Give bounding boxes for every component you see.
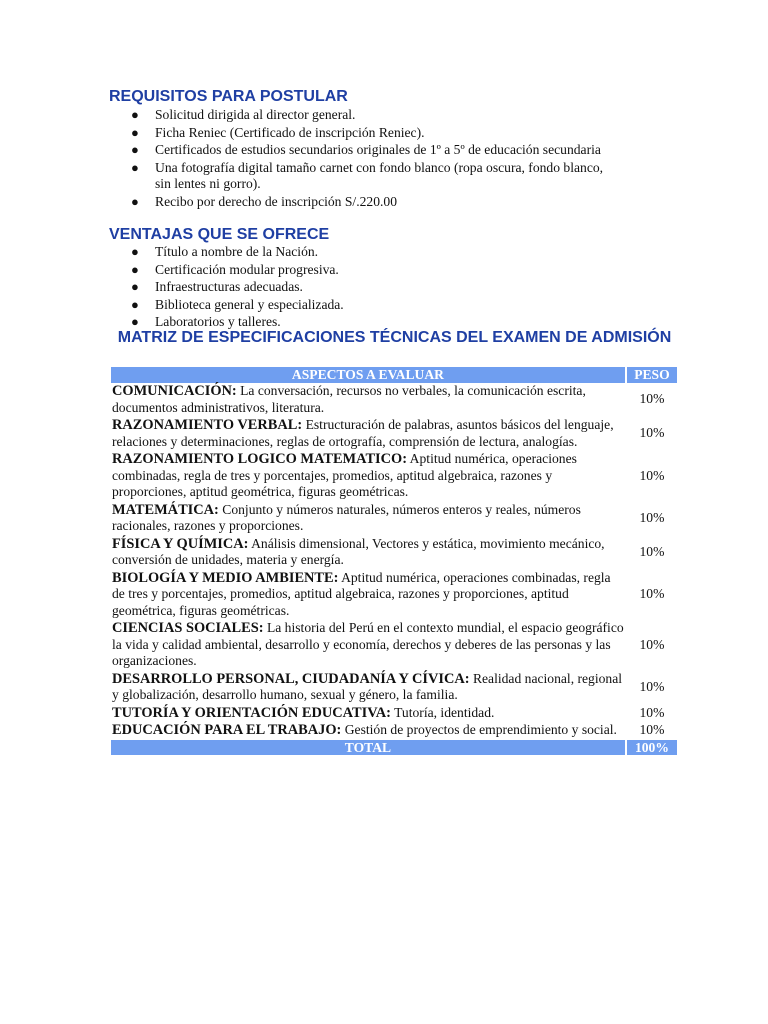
bullet-icon: ● — [131, 261, 139, 277]
list-item-text: Certificación modular progresiva. — [155, 261, 339, 277]
bullet-icon: ● — [131, 124, 139, 140]
aspect-desc: Estructuración de palabras, asuntos básicos del lenguaje, relaciones y determinaciones, reglas de ortografía, comprensión de lectura, analogías. — [112, 417, 614, 449]
aspect-desc: Aptitud numérica, operaciones combinadas, regla de tres y porcentajes, promedios, aptitud algebraica, razones y proporciones, aptitud geométrica, figuras geométricas. — [112, 569, 611, 618]
list-item — [130, 262, 610, 279]
bullet-icon: ● — [131, 296, 139, 312]
peso-cell: 10% — [639, 636, 665, 652]
list-item-text: Biblioteca general y especializada. — [155, 296, 344, 312]
aspect-cell — [111, 417, 626, 451]
aspect-cell — [111, 620, 626, 671]
aspect-name: RAZONAMIENTO VERBAL: — [112, 417, 303, 433]
aspect-name: BIOLOGÍA Y MEDIO AMBIENTE: — [112, 569, 339, 586]
aspect-cell — [111, 502, 626, 536]
peso-cell: 10% — [639, 391, 665, 407]
aspect-desc: Análisis dimensional, Vectores y estática, movimiento mecánico, conversión de unidades, materia y energía. — [112, 535, 605, 567]
aspect-cell — [111, 671, 626, 705]
bullet-icon: ● — [131, 279, 139, 294]
list-item-text: Título a nombre de la Nación. — [155, 244, 319, 259]
header-peso: PESO — [626, 367, 677, 383]
list-item-text: Ficha Reniec (Certificado de inscripción Reniec). — [155, 124, 425, 140]
table-row — [111, 671, 677, 705]
matrix-title: MATRIZ DE ESPECIFICACIONES TÉCNICAS DEL EXAMEN DE ADMISIÓN — [117, 329, 672, 346]
list-item-text: Laboratorios y talleres. — [155, 314, 281, 329]
aspect-desc: Gestión de proyectos de emprendimiento y social. — [341, 722, 617, 737]
table-row — [111, 570, 677, 621]
list-item — [130, 244, 610, 261]
ventajas-heading: VENTAJAS QUE SE OFRECE — [109, 226, 330, 243]
aspect-desc: La historia del Perú en el contexto mundial, el espacio geográfico la vida y calidad ambiental, desarrollo y economía, derechos y deberes de las personas y las organizaciones. — [112, 620, 624, 668]
list-item — [130, 297, 610, 314]
table-row — [111, 705, 677, 723]
peso-cell: 10% — [639, 704, 665, 720]
aspect-cell — [111, 722, 626, 740]
bullet-icon: ● — [131, 159, 139, 175]
table-header-row — [111, 367, 677, 383]
ventajas-list — [130, 244, 610, 332]
aspect-name: COMUNICACIÓN: — [112, 383, 237, 399]
peso-cell: 10% — [639, 543, 665, 559]
bullet-icon: ● — [131, 142, 139, 157]
aspect-cell — [111, 451, 626, 502]
peso-cell: 10% — [639, 467, 665, 483]
aspect-desc: Aptitud numérica, operaciones combinadas, regla de tres y porcentajes, promedios, aptitud algebraica, razones y proporciones, aptitud geométrica, figuras geométricas. — [112, 451, 577, 499]
header-aspectos: ASPECTOS A EVALUAR — [111, 367, 626, 383]
aspect-cell — [111, 705, 626, 723]
total-row — [111, 740, 677, 755]
list-item-text: Solicitud dirigida al director general. — [155, 107, 356, 122]
list-item — [130, 142, 610, 159]
peso-cell: 10% — [639, 509, 665, 525]
peso-cell: 10% — [639, 425, 665, 441]
aspect-name: TUTORÍA Y ORIENTACIÓN EDUCATIVA: — [112, 704, 391, 721]
aspect-cell — [111, 570, 626, 621]
peso-cell: 10% — [639, 722, 665, 737]
table-row — [111, 536, 677, 570]
bullet-icon: ● — [131, 314, 139, 329]
bullet-icon: ● — [131, 193, 139, 209]
peso-cell: 10% — [639, 586, 665, 601]
aspect-name: EDUCACIÓN PARA EL TRABAJO: — [112, 722, 342, 738]
aspect-desc: Conjunto y números naturales, números enteros y reales, números racionales, razones y proporciones. — [112, 501, 581, 533]
total-label: TOTAL — [111, 740, 626, 755]
requisitos-heading: REQUISITOS PARA POSTULAR — [109, 88, 348, 105]
list-item-text: Recibo por derecho de inscripción S/.220.00 — [155, 193, 397, 209]
table-row — [111, 502, 677, 536]
matrix-table — [111, 367, 677, 755]
list-item — [130, 279, 610, 296]
peso-cell: 10% — [639, 678, 665, 694]
requisitos-list — [130, 107, 610, 211]
aspect-desc: La conversación, recursos no verbales, la comunicación escrita, documentos administrativos, literatura. — [112, 383, 586, 415]
aspect-name: MATEMÁTICA: — [112, 501, 219, 518]
table-row — [111, 383, 677, 417]
aspect-name: RAZONAMIENTO LOGICO MATEMATICO: — [112, 451, 408, 467]
bullet-icon: ● — [131, 107, 139, 122]
aspect-cell — [111, 536, 626, 570]
bullet-icon: ● — [131, 244, 139, 259]
aspect-name: CIENCIAS SOCIALES: — [112, 620, 264, 636]
total-peso: 100% — [626, 740, 677, 755]
aspect-name: DESARROLLO PERSONAL, CIUDADANÍA Y CÍVICA: — [112, 670, 470, 687]
aspect-desc: Tutoría, identidad. — [390, 704, 495, 720]
list-item — [130, 125, 610, 142]
aspect-desc: Realidad nacional, regional y globalización, desarrollo humano, sexual y género, la familia. — [112, 670, 623, 702]
table-row — [111, 451, 677, 502]
list-item-text: Certificados de estudios secundarios originales de 1º a 5º de educación secundaria — [155, 142, 601, 157]
aspect-name: FÍSICA Y QUÍMICA: — [112, 535, 249, 552]
table-row — [111, 722, 677, 740]
aspect-cell — [111, 383, 626, 417]
list-item — [130, 194, 610, 211]
list-item-text: Infraestructuras adecuadas. — [155, 279, 303, 294]
list-item-text: Una fotografía digital tamaño carnet con fondo blanco (ropa oscura, fondo blanco, sin lentes ni gorro). — [155, 159, 604, 191]
table-row — [111, 417, 677, 451]
list-item — [130, 160, 610, 193]
table-row — [111, 620, 677, 671]
list-item — [130, 107, 610, 124]
